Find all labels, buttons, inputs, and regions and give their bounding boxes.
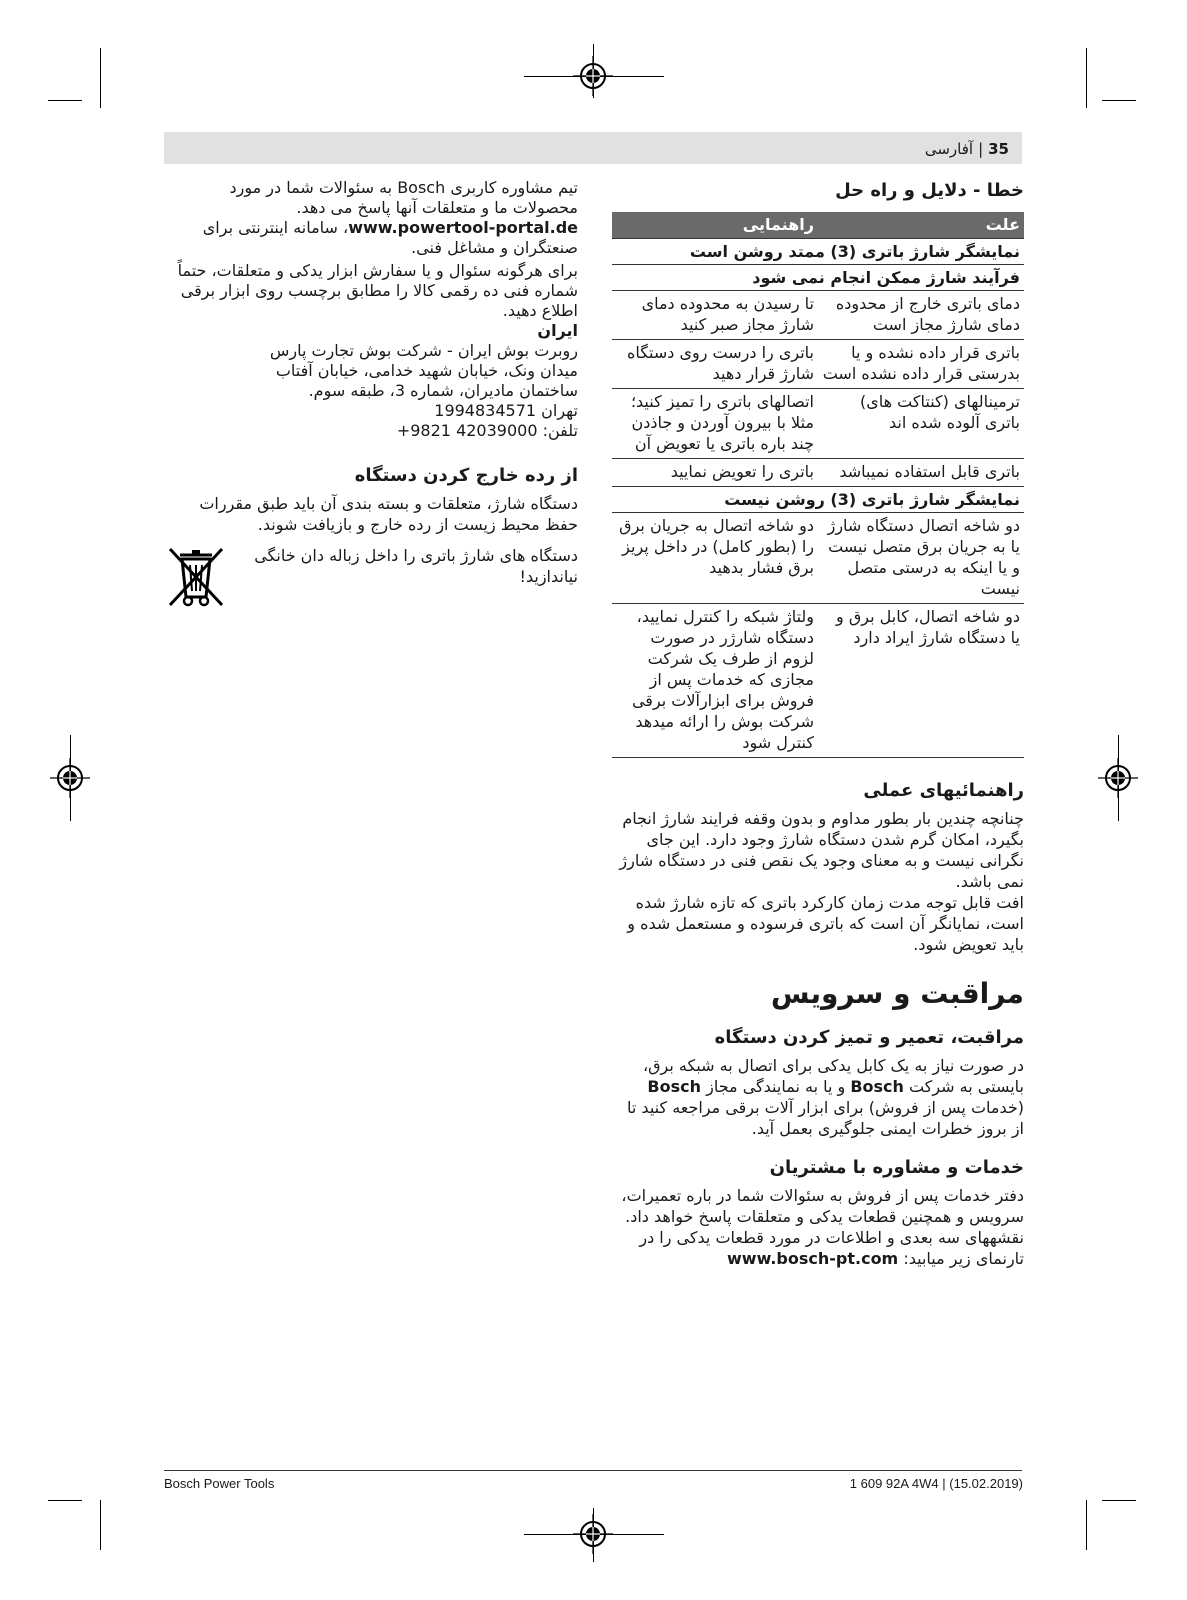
crop-mark [1102, 1500, 1136, 1501]
troubleshooting-table [612, 212, 1024, 758]
table-row [612, 513, 1024, 604]
table-group-heading: نمایشگر شارژ باتری (3) ممتد روشن است [612, 239, 1024, 265]
crop-mark [48, 100, 82, 101]
text-run: و یا به نمایندگی مجاز [701, 1077, 851, 1096]
country-heading: ایران [537, 321, 578, 340]
tips-paragraph: افت قابل توجه مدت زمان کارکرد باتری که تازه شارژ شده است، نمایانگر آن است که باتری فرسوده و مستعمل شده و باید تعویض شود. [627, 893, 1024, 954]
footer-brand: Bosch Power Tools [164, 1476, 275, 1491]
advice-block [166, 178, 578, 441]
advice-paragraph [166, 218, 578, 258]
crop-mark [100, 1500, 101, 1550]
crop-mark [100, 48, 101, 108]
crop-mark [1086, 48, 1087, 108]
remedy-cell: دو شاخه اتصال به جریان برق را (بطور کامل) در داخل پریز برق فشار بدهید [612, 513, 818, 604]
table-row [612, 459, 1024, 487]
table-row [612, 604, 1024, 758]
text-run: ، سامانه اینترنتی برای صنعتگران و مشاغل فنی. [202, 218, 578, 257]
table-group-heading: فرآیند شارژ ممکن انجام نمی شود [612, 265, 1024, 291]
cause-cell: باتری قرار داده نشده و یا بدرستی قرار داده نشده است [818, 340, 1024, 389]
registration-mark-icon [573, 56, 613, 96]
right-column [612, 178, 1024, 1269]
left-column [166, 178, 578, 609]
faults-title: خطا - دلایل و راه حل [835, 180, 1024, 201]
service-website-link[interactable]: www.bosch-pt.com [727, 1249, 899, 1268]
address-line: تهران 1994834571 [434, 401, 578, 420]
brand-name: Bosch [647, 1077, 702, 1096]
header-language: آفارسی [924, 140, 974, 158]
service-subtitle: خدمات و مشاوره با مشتریان [769, 1157, 1024, 1178]
text-run: دفتر خدمات پس از فروش به سئوالات شما در باره تعمیرات، سرویس و همچنین قطعات یدکی و متعلقات پاسخ خواهد داد. نقشههای سه بعدی و اطلاعات در مورد قطعات یدکی را در تارنمای زیر میابید: [621, 1186, 1024, 1268]
advice-paragraph: برای هرگونه سئوال و یا سفارش ابزار یدکی و متعلقات، حتماً شماره فنی ده رقمی کالا را مطابق برچسب روی ابزار برقی اطلاع دهید. [177, 261, 578, 320]
column-header-cause: علت [818, 212, 1024, 239]
registration-mark-icon [50, 758, 90, 798]
disposal-notice [166, 545, 578, 609]
page-number: 35 [988, 140, 1009, 158]
footer-doc-number: 1 609 92A 4W4 | (15.02.2019) [849, 1476, 1023, 1491]
text-run: در صورت نیاز به یک کابل یدکی برای اتصال به شبکه برق، بایستی به شرکت [642, 1056, 1024, 1096]
header-divider: | [978, 140, 984, 158]
text-run: (خدمات پس از فروش) برای ابزار آلات برقی مراجعه کنید تا از بروز خطرات ایمنی جلوگیری بعمل آید. [627, 1098, 1024, 1138]
remedy-cell: باتری را درست روی دستگاه شارژ قرار دهید [612, 340, 818, 389]
phone-line: تلفن: 42039000 9821+ [396, 421, 578, 440]
advice-paragraph: تیم مشاوره کاربری Bosch به سئوالات شما در مورد محصولات ما و متعلقات آنها پاسخ می دهد. [229, 178, 578, 217]
service-paragraph [612, 1185, 1024, 1269]
care-subtitle: مراقبت، تعمیر و تمیز کردن دستگاه [714, 1027, 1024, 1048]
crop-mark [1086, 1500, 1087, 1550]
crop-mark [48, 1500, 82, 1501]
column-header-remedy: راهنمایی [612, 212, 818, 239]
disposal-paragraph: دستگاه شارژ، متعلقات و بسته بندی آن باید طبق مقررات حفظ محیط زیست از رده خارج و بازیافت شوند. [199, 494, 578, 534]
portal-website-link[interactable]: www.powertool-portal.de [348, 218, 578, 237]
crop-mark [1102, 100, 1136, 101]
cause-cell: دو شاخه اتصال دستگاه شارژ یا به جریان برق متصل نیست و یا اینکه به درستی متصل نیست [818, 513, 1024, 604]
care-section-title: مراقبت و سرویس [770, 977, 1024, 1010]
table-row [612, 291, 1024, 340]
page-header [925, 138, 1009, 160]
address-line: روبرت بوش ایران - شرکت بوش تجارت پارس [269, 341, 578, 360]
disposal-warning: دستگاه های شارژ باتری را داخل زباله دان خانگی نیاندازید! [254, 546, 578, 586]
address-line: ساختمان مادیران، شماره 3، طبقه سوم. [308, 381, 578, 400]
tips-paragraph: چنانچه چندین بار بطور مداوم و بدون وقفه فرایند شارژ انجام بگیرد، امکان گرم شدن دستگاه شارژ وجود دارد. این جای نگرانی نیست و به معنای وجود یک نقص فنی در دستگاه شارژ نمی باشد. [619, 809, 1024, 891]
cause-cell: دو شاخه اتصال، کابل برق و یا دستگاه شارژ ایراد دارد [818, 604, 1024, 758]
remedy-cell: ولتاژ شبکه را کنترل نمایید، دستگاه شارژر در صورت لزوم از طرف یک شرکت مجازی که خدمات پس از فروش برای ابزارآلات برقی شرکت بوش را ارائه میدهد کنترل شود [612, 604, 818, 758]
tips-title: راهنمائیهای عملی [863, 780, 1024, 801]
page-header-bar [164, 132, 1022, 164]
registration-mark-icon [1098, 758, 1138, 798]
table-row [612, 389, 1024, 459]
remedy-cell: تا رسیدن به محدوده دمای شارژ مجاز صبر کنید [612, 291, 818, 340]
crossed-out-wheelie-bin-icon [166, 545, 226, 609]
cause-cell: دمای باتری خارج از محدوده دمای شارژ مجاز است [818, 291, 1024, 340]
table-row [612, 340, 1024, 389]
remedy-cell: باتری را تعویض نمایید [612, 459, 818, 487]
registration-mark-icon [573, 1514, 613, 1554]
brand-name: Bosch [850, 1077, 904, 1096]
footer-rule [164, 1470, 1022, 1471]
cause-cell: باتری قابل استفاده نمیباشد [818, 459, 1024, 487]
disposal-title: از رده خارج کردن دستگاه [354, 465, 578, 486]
remedy-cell: اتصالهای باتری را تمیز کنید؛ مثلا با بیرون آوردن و جاذدن چند باره باتری یا تعویض آن [612, 389, 818, 459]
table-group-heading: نمایشگر شارژ باتری (3) روشن نیست [612, 487, 1024, 513]
cause-cell: ترمینالهای (کنتاکت های) باتری آلوده شده اند [818, 389, 1024, 459]
address-line: میدان ونک، خیابان شهید خدامی، خیابان آفتاب [275, 361, 578, 380]
care-paragraph [612, 1055, 1024, 1139]
